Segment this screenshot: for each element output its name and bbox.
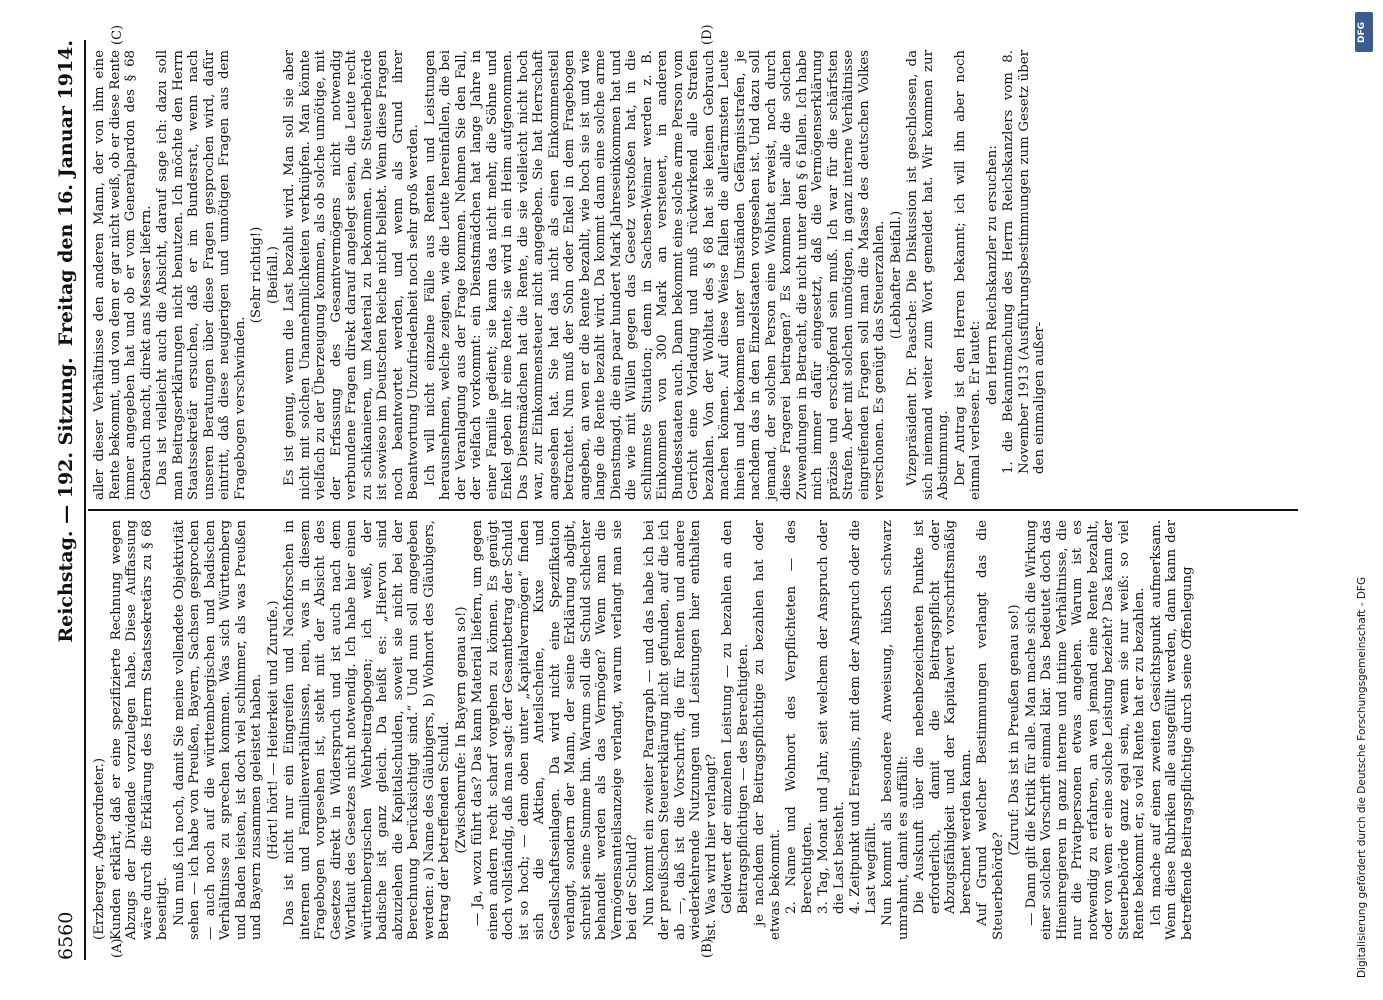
paragraph: Ich will nicht einzelne Fälle aus Renten und Leistungen herausnehmen, welche zeigen, wie die Leute hereinfallen, die bei der Veranlagung aus der Frage kommen. Nehmen Sie den Fall, der vielfach vorkommt: ein Dienstmädchen hat lange Jahre in einer Familie gedient; sie kann das nicht mehr, die Söhne und Enkel geben ihr eine Rente, sie wird in ein Heim aufgenommen. Das Dienstmädchen hat die Rente, die sie vielleicht nicht hoch war, zur Einkommensteuer nicht angegeben. Sie hat Herrschaft angesehen hat. Sie hat das nicht als einen Einkommensteil betrachtet. Nun muß der Sohn oder Enkel in dem Fragebogen angeben, an wen er die Rente bezahlt, wie hoch sie ist und wie lange die Rente bezahlt wird. Da kommt dann eine solche arme Dienstmagd, die ein paar hundert Mark Jahreseinkommen hat und die wie mit Willen gegen das Gesetz verstoßen hat, in die schlimmste Situation; denn in Sachsen-Weimar werden z. B. Einkommen von 300 Mark an versteuert, in anderen Bundesstaaten auch. Dann bekommt eine solche arme Person vom Gericht eine Vorladung und muß rückwirkend alle Strafen bezahlen. Von der Wohltat des § 68 hat sie keinen Gebrauch machen können. Auf diese Weise fallen die allerärmsten Leute hinein und bekommen unter Umständen Gefängnisstrafen, je nachdem das in den Einzelstaaten vorgesehen ist. Und dazu soll jemand, der solchen Person eine Wohltat erweist, noch durch diese Fragerei beitragen? Es kommen hier alle die solchen Zuwendungen in Betracht, die nicht unter den § 6 fallen. Ich habe mich immer dafür eingesetzt, daß die Vermögenserklärung präzise und erschöpfend sein muß. Ich war für die schärfsten Strafen. Aber mit solchen unnötigen, in ganz interne Verhältnisse eingreifenden Fragen soll man die Masse des deutschen Volkes verschonen. Es genügt das Steuerzahlen. xyxy=(422,50,887,500)
column-divider xyxy=(88,509,1298,511)
motion-heading: den Herrn Reichskanzler zu ersuchen: xyxy=(984,145,1000,405)
interjection: (Lebhafter Beifall.) xyxy=(888,210,904,340)
paragraph: je nachdem der Beitragspflichtige zu bezahlen hat oder etwas bekommt. xyxy=(752,520,783,940)
interjection: (Zuruf: Das ist in Preußen genau so!) xyxy=(1007,604,1022,856)
dfg-logo-text: DFG xyxy=(1357,21,1367,43)
dfg-sidenote xyxy=(1355,12,1375,987)
margin-mark-b: (B) xyxy=(700,938,715,958)
page-header xyxy=(55,40,85,960)
list-item: 3. Tag, Monat und Jahr, seit welchem der Anspruch oder die Last besteht. xyxy=(816,520,847,914)
paragraph: Nun kommt ein zweiter Paragraph — und das habe ich bei der preußischen Steuererklärung nicht gefunden, auf die ich ab —, daß ist die Vorschrift, die für Renten und andere wiederkehrende Nutzungen und Leistungen hier enthalten ist. Was wird hier verlangt? xyxy=(641,520,719,940)
paragraph: Ich mache auf einen zweiten Gesichtspunkt aufmerksam. Wenn diese Rubriken alle ausgefüllt werden, dann kann der betreffende Beitragspflichtige durch seine Offenlegung xyxy=(1148,520,1195,940)
session-title: Reichstag. — 192. Sitzung. xyxy=(55,357,77,643)
paragraph: Nun kommt als besondere Anweisung, hübsch schwarz umrahmt, damit es auffällt: xyxy=(880,520,911,940)
interjection: (Zwischenrufe: In Bayern genau so!) xyxy=(453,606,469,854)
header-rule xyxy=(84,40,86,960)
paragraph: Nun muß ich noch, damit Sie meine vollendete Objektivität sehen — ich habe von Preußen, Bayern, Sachsen gesprochen — auch noch auf die württembergischen und badischen Verhältnisse zu sprechen kommen. Was sich Württemberg und Baden leisten, ist doch viel schlimmer, als was Preußen und Bayern zusammen geleistet haben. xyxy=(171,520,264,940)
interjection: (Sehr richtig!) xyxy=(249,226,264,324)
motion-item: 1. die Bekanntmachung des Herrn Reichskanzlers vom 8. November 1913 (Ausführungsbestimmungen zum Gesetz über den einmaligen außer- xyxy=(1001,50,1047,474)
paragraph: Auf Grund welcher Bestimmungen verlangt das die Steuerbehörde? xyxy=(975,520,1006,940)
paragraph: Das ist nicht nur ein Eingreifen und Nachforschen in internen und Familienverhältnissen, nein, was in diesem Fragebogen vorgesehen ist, steht mit der Absicht des Gesetzes direkt in Widerspruch und ist auch nach dem Wortlaut des Gesetzes nicht notwendig. Ich habe hier einen württembergischen Wehrbeitragbogen; ich weiß, der badische ist ganz gleich. Da heißt es: „Hiervon sind abzuziehen die Kapitalschulden, soweit sie nicht bei der Berechnung berücksichtigt sind.“ Und nun soll angegeben werden: a) Name des Gläubigers, b) Wohnort des Gläubigers, Betrag der betreffenden Schuld. xyxy=(282,520,452,940)
paragraph: Kunden erklärt, daß er eine spezifizierte Rechnung wegen Abzugs der Dividende vorzulegen habe. Diese Auffassung wäre durch die Erklärung des Herrn Staatssekretärs zu § 68 beseitigt. xyxy=(108,520,170,940)
boxed-instruction: Die Auskunft über die nebenbezeichneten Punkte ist erforderlich, damit die Beitragspflicht oder Abzugsfähigkeit und der Kapitalwert vorschriftsmäßig berechnet werden kann. xyxy=(912,520,974,914)
paragraph: — Dann gilt die Kritik für alle. Man mache sich die Wirkung einer solchen Vorschrift einmal klar. Das bedeutet doch das Hineinregieren in ganz interne und intime Verhältnisse, die nur die Privatpersonen etwas angehen. Warum ist es notwendig zu erfahren, an wen jemand eine Rente bezahlt, oder von wem er eine solche Leistung bezieht? Das kann der Steuerbehörde ganz egal sein, wenn sie nur weiß: so viel Rente bekommt er, so viel Rente hat er zu bezahlen. xyxy=(1023,520,1147,940)
dfg-logo-icon xyxy=(1355,12,1373,52)
margin-mark-a: (A) xyxy=(110,938,125,958)
paragraph: — Ja, wozu führt das? Das kann Material liefern, um gegen einen andern recht scharf vorgehen zu können. Es genügt doch vollständig, daß man sagt: der Gesamtbetrag der Schuld ist so hoch; — denn oben unter „Kapitalvermögen“ finden sich die Aktien, Anteilscheine, Kuxe und Gesellschaftseinlagen. Da wird nicht eine Spezifikation verlangt, sondern der Mann, der seine Erklärung abgibt, schreibt seine Summe hin. Warum soll die Schuld schlechter behandelt werden als das Vermögen? Wenn man die Vermögensanteilsanzeige verlangt, warum verlangt man sie bei der Schuld? xyxy=(470,520,640,940)
list-item: 2. Name und Wohnort des Verpflichteten — des Berechtigten. xyxy=(784,520,815,914)
session-date: Freitag den 16. Januar 1914. xyxy=(55,40,77,347)
interjection: (Hört! hört! — Heiterkeit und Zurufe.) xyxy=(265,600,281,860)
page-number: 6560 xyxy=(55,911,77,960)
margin-mark-d: (D) xyxy=(700,24,715,45)
dfg-credit-text: Digitalisierung gefördert durch die Deutsche Forschungsgemeinschaft - DFG xyxy=(1356,576,1368,978)
interjection: (Beifall.) xyxy=(265,246,281,304)
margin-mark-c: (C) xyxy=(110,24,125,45)
list-item: Geldwert der einzelnen Leistung — zu bezahlen an den Beitragspflichtigen — des Berechtigten. xyxy=(720,520,751,914)
paragraph: Vizepräsident Dr. Paasche: Die Diskussion ist geschlossen, da sich niemand weiter zum Wort gemeldet hat. Wir kommen zur Abstimmung. xyxy=(905,50,951,500)
left-column xyxy=(92,520,1196,940)
speaker-note: (Erzberger, Abgeordneter.) xyxy=(92,757,107,940)
right-column xyxy=(92,50,1049,500)
paragraph: Das ist vielleicht auch die Absicht, darauf sage ich: dazu soll man Beitragserklärungen nicht benutzen. Ich möchte den Herrn Staatssekretär ersuchen, daß er im Bundesrat, wenn nach unseren Beratungen über diese Fragen gesprochen wird, dafür eintritt, daß diese neugierigen und unnötigen Fragen aus dem Fragebogen verschwinden. xyxy=(155,50,248,500)
paragraph: Es ist genug, wenn die Last bezahlt wird. Man soll sie aber nicht mit solchen Unannehmlichkeiten verknüpfen. Man könnte vielfach zu der Überzeugung kommen, als ob solche unnötige, mit der Erfassung des Gesamtvermögens nicht notwendig verbundene Fragen direkt darauf angelegt seien, die Leute recht zu schikanieren, um Material zu bekommen. Die Steuerbehörde ist sowieso im Deutschen Reiche nicht beliebt. Wenn diese Fragen noch beantwortet werden, und wenn als Grund ihrer Beantwortung Unzufriedenheit noch sehr groß werden. xyxy=(282,50,421,500)
list-item: 4. Zeitpunkt und Ereignis, mit dem der Anspruch oder die Last wegfällt. xyxy=(848,520,879,914)
paragraph: Der Antrag ist den Herren bekannt; ich will ihn aber noch einmal verlesen. Er lautet: xyxy=(952,50,983,500)
paragraph: aller dieser Verhältnisse den anderen Mann, der von ihm eine Rente bekommt, und von dem er gar nicht weiß, ob er diese Rente immer angegeben hat und ob er vom Generalpardon des § 68 Gebrauch macht, direkt ans Messer liefern. xyxy=(92,50,154,500)
